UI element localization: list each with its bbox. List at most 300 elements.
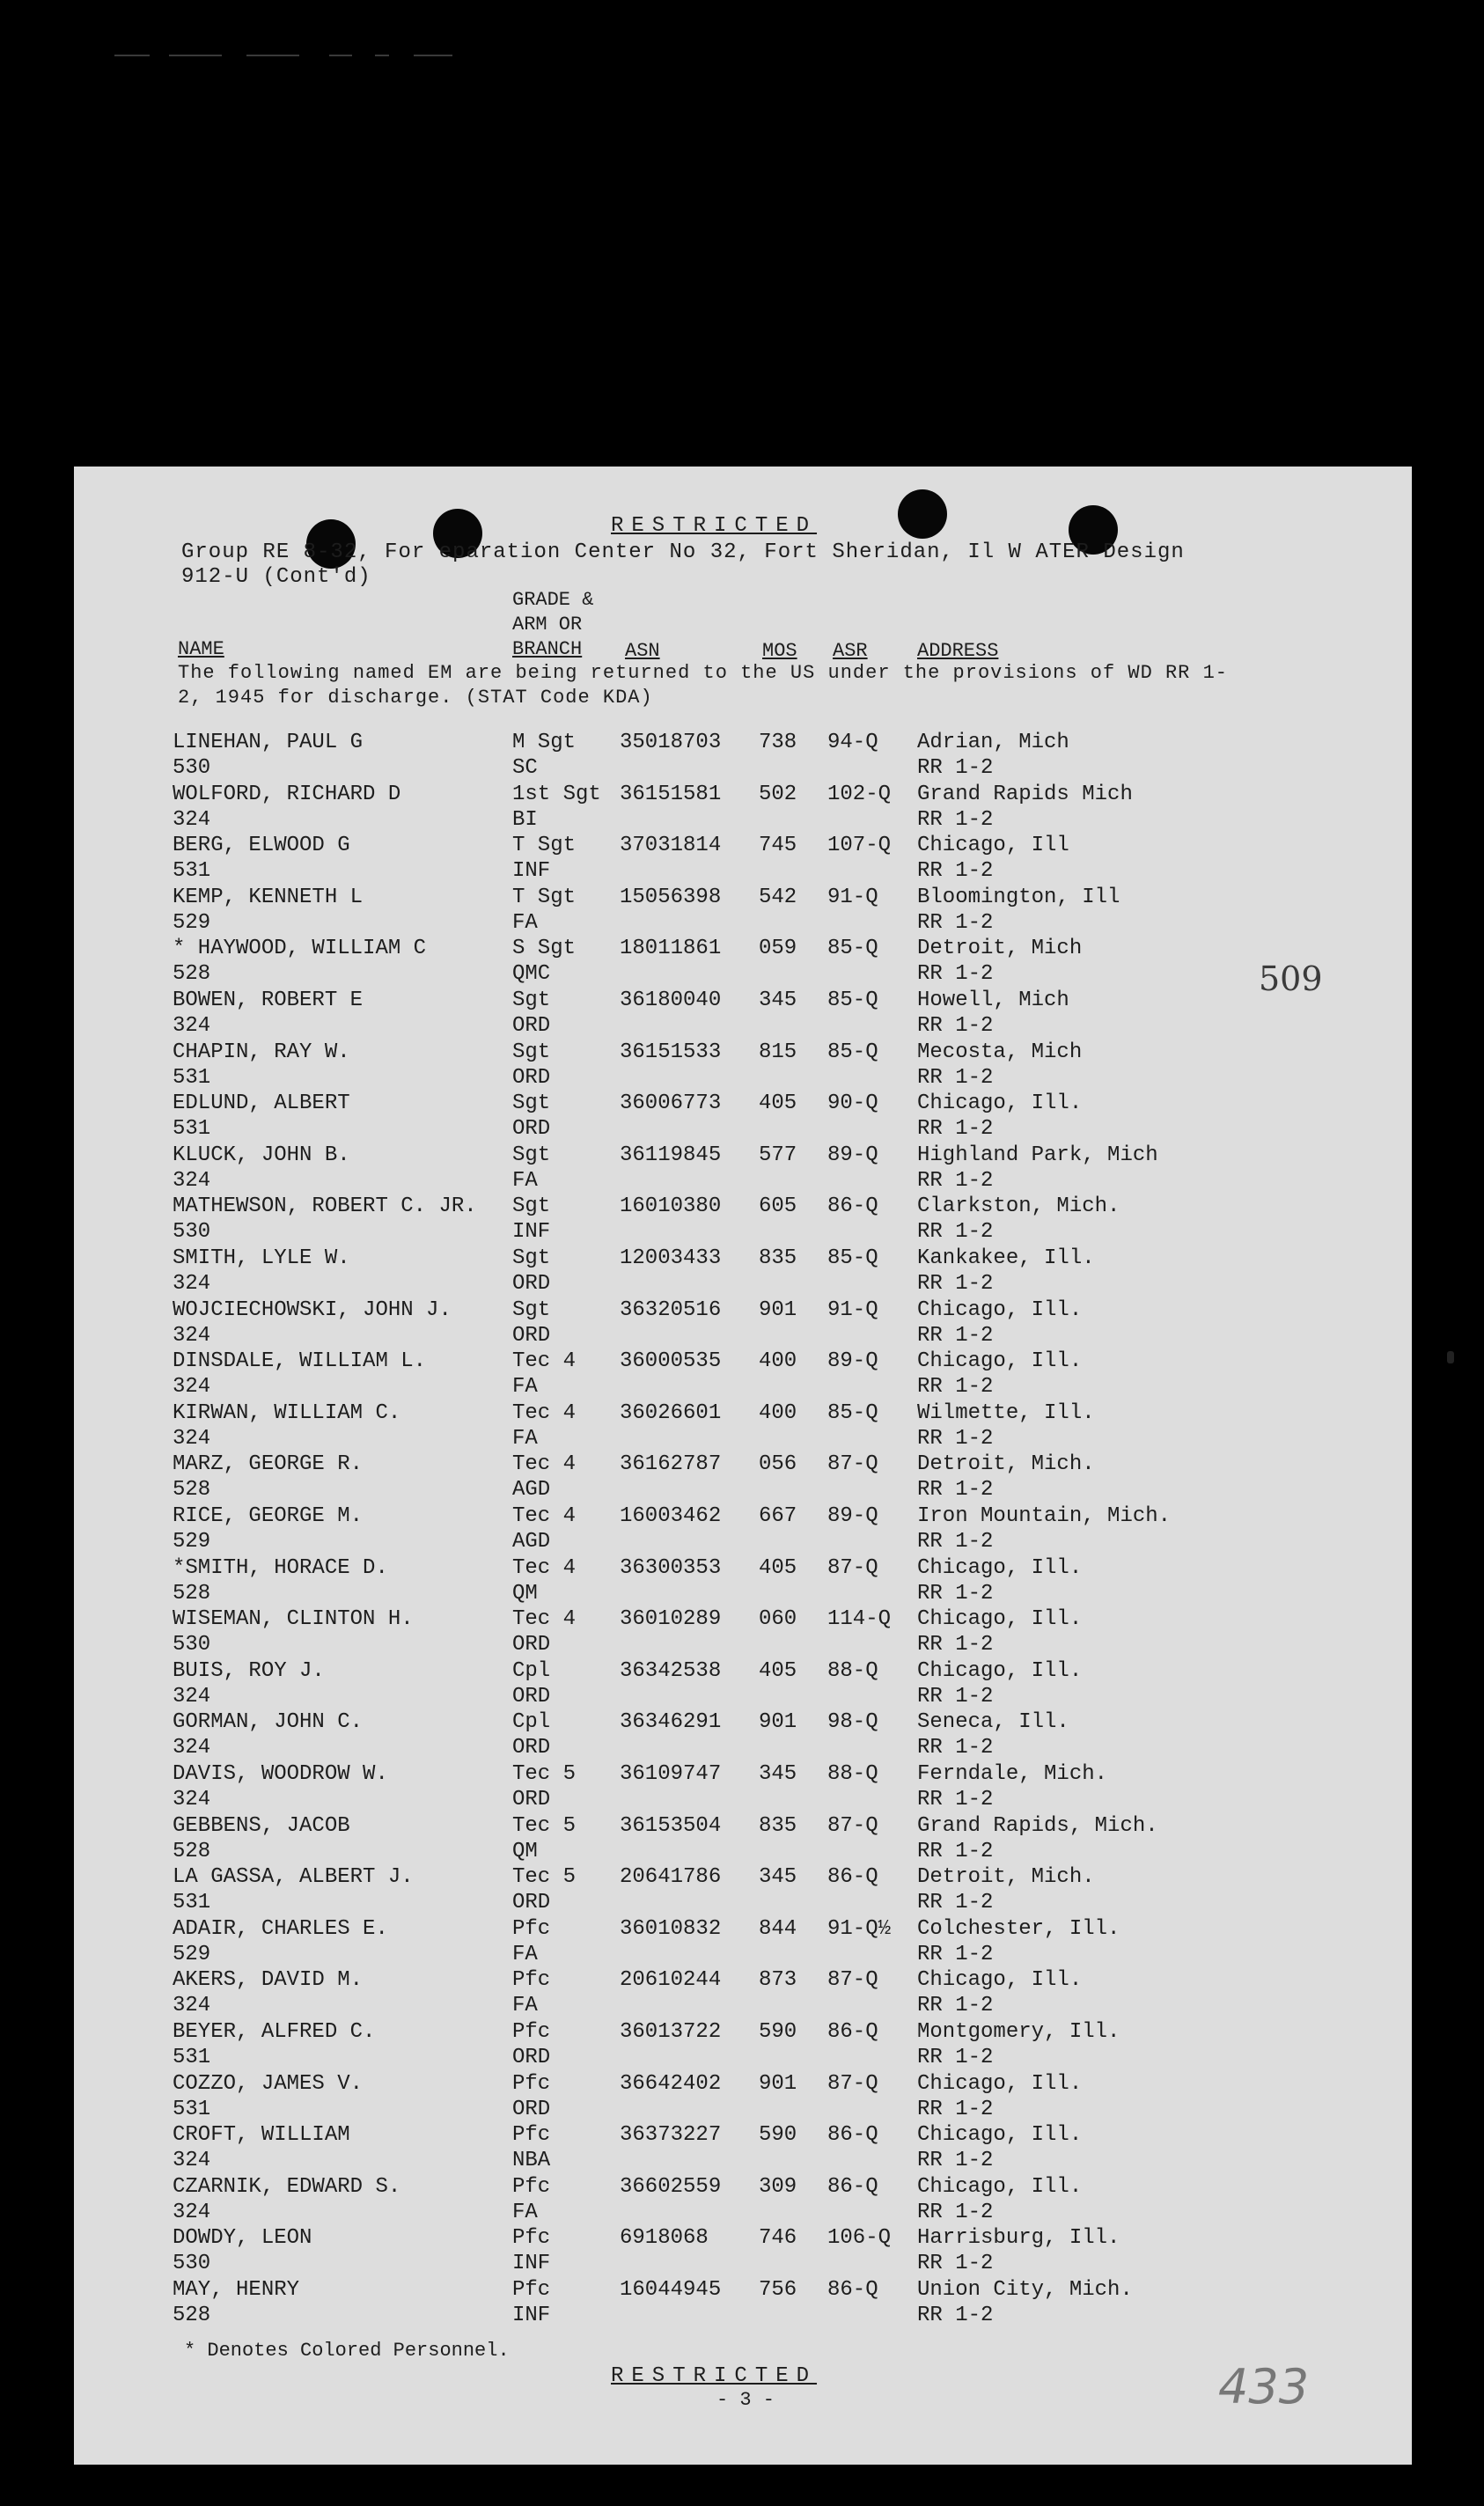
row-unit: 324 (173, 1684, 211, 1709)
row-unit: 324 (173, 1168, 211, 1193)
row-rr: RR 1-2 (917, 2046, 994, 2069)
row-unit: 530 (173, 1633, 211, 1657)
row-asr: 85-Q (827, 1400, 878, 1425)
row-rr: RR 1-2 (917, 756, 994, 780)
row-address: Harrisburg, Ill. (917, 2226, 1120, 2251)
row-asn: 12003433 (620, 1246, 722, 1270)
row-asr: 86-Q (827, 2174, 878, 2199)
row-name: GEBBENS, JACOB (173, 1813, 350, 1838)
row-rr: RR 1-2 (917, 1323, 994, 1348)
row-address: Mecosta, Mich (917, 1040, 1083, 1064)
margin-mark (1447, 1351, 1454, 1363)
row-address: Ferndale, Mich. (917, 1762, 1108, 1786)
row-branch: FA (512, 1994, 538, 2018)
row-rr: RR 1-2 (917, 1117, 994, 1142)
row-branch: ORD (512, 1014, 551, 1038)
row-name: AKERS, DAVID M. (173, 1968, 364, 1993)
stamped-number: 509 (1259, 959, 1323, 998)
row-rr: RR 1-2 (917, 962, 994, 987)
row-unit: 530 (173, 1220, 211, 1245)
table-row (74, 2123, 1412, 2174)
row-asn: 36642402 (620, 2071, 722, 2096)
row-rr: RR 1-2 (917, 1633, 994, 1657)
row-mos: 502 (759, 782, 797, 806)
row-unit: 324 (173, 1375, 211, 1400)
row-branch: ORD (512, 1117, 551, 1142)
row-grade: Cpl (512, 1710, 551, 1735)
row-mos: 605 (759, 1194, 797, 1219)
handwritten-number: 433 (1218, 2359, 1310, 2414)
table-row (74, 783, 1412, 834)
row-mos: 060 (759, 1607, 797, 1632)
row-branch: FA (512, 910, 538, 935)
row-unit: 324 (173, 1736, 211, 1760)
row-branch: INF (512, 2304, 551, 2327)
row-name: CZARNIK, EDWARD S. (173, 2174, 401, 2199)
row-grade: Pfc (512, 2071, 551, 2096)
row-address: Chicago, Ill. (917, 2071, 1083, 2096)
table-row (74, 731, 1412, 782)
row-address: Detroit, Mich (917, 937, 1083, 961)
row-mos: 590 (759, 2123, 797, 2148)
row-grade: Pfc (512, 2278, 551, 2302)
row-rr: RR 1-2 (917, 807, 994, 832)
row-name: WOJCIECHOWSKI, JOHN J. (173, 1297, 452, 1322)
row-asn: 36320516 (620, 1297, 722, 1322)
row-unit: 531 (173, 2046, 211, 2069)
table-row (74, 1452, 1412, 1503)
document-page (74, 467, 1412, 2465)
row-unit: 324 (173, 1272, 211, 1296)
row-grade: Tec 5 (512, 1865, 577, 1890)
footer-page-number: - 3 - (716, 2389, 775, 2411)
row-address: Chicago, Ill. (917, 2123, 1083, 2148)
top-edge-marks (114, 55, 555, 60)
row-mos: 844 (759, 1916, 797, 1941)
row-asr: 86-Q (827, 1865, 878, 1890)
intro-line-2: 2, 1945 for discharge. (STAT Code KDA) (178, 687, 653, 709)
row-grade: Sgt (512, 1246, 551, 1270)
row-asr: 87-Q (827, 1968, 878, 1993)
row-asr: 88-Q (827, 1658, 878, 1683)
row-grade: T Sgt (512, 885, 577, 909)
row-grade: T Sgt (512, 834, 577, 858)
row-mos: 815 (759, 1040, 797, 1064)
row-asn: 15056398 (620, 885, 722, 909)
row-unit: 528 (173, 1581, 211, 1606)
row-branch: FA (512, 1168, 538, 1193)
row-rr: RR 1-2 (917, 1272, 994, 1296)
row-asr: 102-Q (827, 782, 892, 806)
row-asn: 36342538 (620, 1658, 722, 1683)
row-asn: 36151533 (620, 1040, 722, 1064)
row-name: KLUCK, JOHN B. (173, 1143, 350, 1167)
row-asr: 85-Q (827, 988, 878, 1012)
row-address: Grand Rapids, Mich. (917, 1813, 1158, 1838)
row-asr: 86-Q (827, 2123, 878, 2148)
column-header-branch: BRANCH (512, 638, 583, 660)
table-row (74, 834, 1412, 885)
row-rr: RR 1-2 (917, 1426, 994, 1451)
row-unit: 529 (173, 910, 211, 935)
table-row (74, 1091, 1412, 1143)
row-grade: Tec 4 (512, 1349, 577, 1374)
row-name: CROFT, WILLIAM (173, 2123, 350, 2148)
row-branch: ORD (512, 1684, 551, 1709)
row-mos: 405 (759, 1555, 797, 1580)
row-branch: ORD (512, 1891, 551, 1915)
row-mos: 901 (759, 1297, 797, 1322)
row-asn: 35018703 (620, 731, 722, 754)
row-mos: 309 (759, 2174, 797, 2199)
table-row (74, 1762, 1412, 1813)
table-row (74, 1349, 1412, 1400)
row-address: Seneca, Ill. (917, 1710, 1069, 1735)
table-row (74, 1298, 1412, 1349)
row-name: WISEMAN, CLINTON H. (173, 1607, 414, 1632)
row-branch: FA (512, 1426, 538, 1451)
row-rr: RR 1-2 (917, 2149, 994, 2173)
row-grade: Sgt (512, 1091, 551, 1116)
row-branch: ORD (512, 1788, 551, 1812)
row-mos: 738 (759, 731, 797, 754)
row-asr: 107-Q (827, 834, 892, 858)
table-row (74, 886, 1412, 937)
table-row (74, 1814, 1412, 1865)
row-mos: 405 (759, 1658, 797, 1683)
row-branch: ORD (512, 1323, 551, 1348)
row-rr: RR 1-2 (917, 1736, 994, 1760)
row-grade: Tec 4 (512, 1504, 577, 1528)
row-mos: 405 (759, 1091, 797, 1116)
row-asn: 20610244 (620, 1968, 722, 1993)
row-name: COZZO, JAMES V. (173, 2071, 364, 2096)
table-row (74, 2072, 1412, 2123)
table-row (74, 1194, 1412, 1246)
row-rr: RR 1-2 (917, 2304, 994, 2327)
row-name: ADAIR, CHARLES E. (173, 1916, 388, 1941)
row-address: Chicago, Ill. (917, 1091, 1083, 1116)
row-branch: SC (512, 756, 538, 780)
footnote: * Denotes Colored Personnel. (184, 2340, 510, 2362)
row-address: Chicago, Ill. (917, 1968, 1083, 1993)
row-mos: 056 (759, 1452, 797, 1477)
row-branch: ORD (512, 1633, 551, 1657)
row-name: RICE, GEORGE M. (173, 1504, 364, 1528)
row-grade: Tec 4 (512, 1452, 577, 1477)
row-rr: RR 1-2 (917, 1168, 994, 1193)
row-mos: 835 (759, 1246, 797, 1270)
row-branch: FA (512, 2200, 538, 2224)
row-name: DOWDY, LEON (173, 2226, 312, 2251)
row-asn: 16044945 (620, 2278, 722, 2302)
row-rr: RR 1-2 (917, 1891, 994, 1915)
row-mos: 835 (759, 1813, 797, 1838)
row-rr: RR 1-2 (917, 1478, 994, 1503)
row-unit: 529 (173, 1530, 211, 1554)
table-row (74, 2020, 1412, 2071)
row-rr: RR 1-2 (917, 2252, 994, 2276)
row-unit: 324 (173, 1014, 211, 1038)
row-asr: 87-Q (827, 1452, 878, 1477)
row-address: Colchester, Ill. (917, 1916, 1120, 1941)
row-asn: 36026601 (620, 1400, 722, 1425)
row-name: BUIS, ROY J. (173, 1658, 325, 1683)
row-branch: ORD (512, 1065, 551, 1090)
row-asr: 87-Q (827, 1555, 878, 1580)
row-unit: 324 (173, 1994, 211, 2018)
row-unit: 531 (173, 1065, 211, 1090)
row-asn: 36000535 (620, 1349, 722, 1374)
row-asn: 18011861 (620, 937, 722, 961)
row-rr: RR 1-2 (917, 1839, 994, 1863)
row-address: Kankakee, Ill. (917, 1246, 1095, 1270)
table-row (74, 1246, 1412, 1297)
row-asn: 36373227 (620, 2123, 722, 2148)
header-restricted: RESTRICTED (611, 514, 818, 538)
row-address: Adrian, Mich (917, 731, 1069, 754)
row-unit: 324 (173, 1426, 211, 1451)
row-grade: Pfc (512, 2123, 551, 2148)
row-grade: Sgt (512, 1040, 551, 1064)
row-asr: 90-Q (827, 1091, 878, 1116)
row-rr: RR 1-2 (917, 1014, 994, 1038)
row-asn: 36153504 (620, 1813, 722, 1838)
row-address: Highland Park, Mich (917, 1143, 1158, 1167)
row-grade: Cpl (512, 1658, 551, 1683)
row-branch: AGD (512, 1478, 551, 1503)
row-asr: 87-Q (827, 2071, 878, 2096)
row-branch: FA (512, 1375, 538, 1400)
column-header-name: NAME (178, 638, 224, 660)
row-asr: 85-Q (827, 1040, 878, 1064)
row-name: DINSDALE, WILLIAM L. (173, 1349, 427, 1374)
column-header-asr: ASR (833, 640, 868, 662)
table-row (74, 1659, 1412, 1710)
row-branch: ORD (512, 1272, 551, 1296)
table-row (74, 1504, 1412, 1555)
row-rr: RR 1-2 (917, 1684, 994, 1709)
row-unit: 530 (173, 756, 211, 780)
row-mos: 756 (759, 2278, 797, 2302)
row-name: WOLFORD, RICHARD D (173, 782, 401, 806)
row-asr: 91-Q (827, 885, 878, 909)
row-rr: RR 1-2 (917, 859, 994, 884)
row-asn: 37031814 (620, 834, 722, 858)
row-branch: ORD (512, 2046, 551, 2069)
row-unit: 324 (173, 1323, 211, 1348)
row-asr: 89-Q (827, 1143, 878, 1167)
row-asr: 85-Q (827, 937, 878, 961)
row-name: LA GASSA, ALBERT J. (173, 1865, 414, 1890)
table-row (74, 2226, 1412, 2277)
row-rr: RR 1-2 (917, 1065, 994, 1090)
table-row (74, 1865, 1412, 1916)
row-address: Chicago, Ill. (917, 1607, 1083, 1632)
row-grade: Pfc (512, 2020, 551, 2044)
row-name: *SMITH, HORACE D. (173, 1555, 388, 1580)
column-header-grade-line-2: ARM OR (512, 614, 583, 636)
row-unit: 531 (173, 2097, 211, 2121)
row-asr: 86-Q (827, 1194, 878, 1219)
row-branch: INF (512, 1220, 551, 1245)
row-asn: 36602559 (620, 2174, 722, 2199)
row-asn: 36109747 (620, 1762, 722, 1786)
row-mos: 590 (759, 2020, 797, 2044)
row-asn: 20641786 (620, 1865, 722, 1890)
row-address: Detroit, Mich. (917, 1865, 1095, 1890)
row-grade: Tec 4 (512, 1607, 577, 1632)
row-mos: 745 (759, 834, 797, 858)
row-address: Chicago, Ill (917, 834, 1069, 858)
row-address: Chicago, Ill. (917, 1297, 1083, 1322)
row-asr: 98-Q (827, 1710, 878, 1735)
row-name: * HAYWOOD, WILLIAM C (173, 937, 427, 961)
row-branch: BI (512, 807, 538, 832)
row-rr: RR 1-2 (917, 2200, 994, 2224)
row-name: CHAPIN, RAY W. (173, 1040, 350, 1064)
row-grade: Sgt (512, 1143, 551, 1167)
row-branch: INF (512, 2252, 551, 2276)
row-grade: 1st Sgt (512, 782, 601, 806)
row-name: MARZ, GEORGE R. (173, 1452, 364, 1477)
table-row (74, 937, 1412, 988)
row-rr: RR 1-2 (917, 1788, 994, 1812)
row-rr: RR 1-2 (917, 1220, 994, 1245)
row-rr: RR 1-2 (917, 2097, 994, 2121)
row-branch: QMC (512, 962, 551, 987)
row-address: Chicago, Ill. (917, 1658, 1083, 1683)
row-asn: 36180040 (620, 988, 722, 1012)
row-grade: S Sgt (512, 937, 577, 961)
row-mos: 542 (759, 885, 797, 909)
row-mos: 059 (759, 937, 797, 961)
row-asr: 89-Q (827, 1349, 878, 1374)
row-unit: 324 (173, 1788, 211, 1812)
row-address: Howell, Mich (917, 988, 1069, 1012)
row-address: Bloomington, Ill (917, 885, 1120, 909)
row-mos: 873 (759, 1968, 797, 1993)
row-name: BOWEN, ROBERT E (173, 988, 364, 1012)
row-asr: 91-Q (827, 1297, 878, 1322)
row-name: KIRWAN, WILLIAM C. (173, 1400, 401, 1425)
column-header-asn: ASN (625, 640, 660, 662)
row-mos: 345 (759, 1762, 797, 1786)
row-address: Chicago, Ill. (917, 2174, 1083, 2199)
row-address: Iron Mountain, Mich. (917, 1504, 1172, 1528)
row-asr: 87-Q (827, 1813, 878, 1838)
row-unit: 324 (173, 807, 211, 832)
row-name: LINEHAN, PAUL G (173, 731, 364, 754)
row-asn: 6918068 (620, 2226, 709, 2251)
row-asn: 16010380 (620, 1194, 722, 1219)
row-grade: Pfc (512, 1916, 551, 1941)
row-asn: 36010289 (620, 1607, 722, 1632)
table-row (74, 1401, 1412, 1452)
row-address: Grand Rapids Mich (917, 782, 1133, 806)
row-asr: 89-Q (827, 1504, 878, 1528)
row-mos: 577 (759, 1143, 797, 1167)
row-mos: 400 (759, 1349, 797, 1374)
row-name: DAVIS, WOODROW W. (173, 1762, 388, 1786)
table-row (74, 1917, 1412, 1968)
row-name: BEYER, ALFRED C. (173, 2020, 376, 2044)
row-address: Union City, Mich. (917, 2278, 1133, 2302)
row-asn: 36013722 (620, 2020, 722, 2044)
row-unit: 528 (173, 2304, 211, 2327)
row-mos: 901 (759, 1710, 797, 1735)
row-branch: ORD (512, 1736, 551, 1760)
row-address: Chicago, Ill. (917, 1555, 1083, 1580)
row-asr: 86-Q (827, 2020, 878, 2044)
row-unit: 528 (173, 962, 211, 987)
row-name: GORMAN, JOHN C. (173, 1710, 364, 1735)
row-asn: 36151581 (620, 782, 722, 806)
row-name: SMITH, LYLE W. (173, 1246, 350, 1270)
table-row (74, 1607, 1412, 1658)
row-branch: QM (512, 1839, 538, 1863)
row-unit: 530 (173, 2252, 211, 2276)
row-asr: 94-Q (827, 731, 878, 754)
row-grade: Pfc (512, 1968, 551, 1993)
row-mos: 345 (759, 988, 797, 1012)
row-asr: 85-Q (827, 1246, 878, 1270)
row-address: Wilmette, Ill. (917, 1400, 1095, 1425)
row-address: Montgomery, Ill. (917, 2020, 1120, 2044)
row-grade: Tec 5 (512, 1762, 577, 1786)
column-header-grade-line-1: GRADE & (512, 589, 594, 611)
table-row (74, 1968, 1412, 2019)
row-unit: 324 (173, 2200, 211, 2224)
row-mos: 345 (759, 1865, 797, 1890)
column-header-mos: MOS (762, 640, 797, 662)
row-grade: Tec 4 (512, 1555, 577, 1580)
row-rr: RR 1-2 (917, 1581, 994, 1606)
row-name: EDLUND, ALBERT (173, 1091, 350, 1116)
table-row (74, 1710, 1412, 1761)
row-name: BERG, ELWOOD G (173, 834, 350, 858)
row-rr: RR 1-2 (917, 1375, 994, 1400)
row-asr: 114-Q (827, 1607, 892, 1632)
row-branch: ORD (512, 2097, 551, 2121)
row-asr: 88-Q (827, 1762, 878, 1786)
row-unit: 324 (173, 2149, 211, 2173)
table-row (74, 2175, 1412, 2226)
row-grade: M Sgt (512, 731, 577, 754)
row-asn: 16003462 (620, 1504, 722, 1528)
row-rr: RR 1-2 (917, 910, 994, 935)
row-branch: QM (512, 1581, 538, 1606)
row-asn: 36119845 (620, 1143, 722, 1167)
row-asr: 86-Q (827, 2278, 878, 2302)
punch-hole-3 (898, 489, 947, 539)
row-asn: 36346291 (620, 1710, 722, 1735)
row-grade: Tec 5 (512, 1813, 577, 1838)
row-unit: 531 (173, 1891, 211, 1915)
row-asn: 36010832 (620, 1916, 722, 1941)
row-branch: FA (512, 1942, 538, 1966)
row-mos: 667 (759, 1504, 797, 1528)
row-asr: 106-Q (827, 2226, 892, 2251)
row-grade: Sgt (512, 1297, 551, 1322)
row-unit: 529 (173, 1942, 211, 1966)
row-asn: 36006773 (620, 1091, 722, 1116)
row-asn: 36162787 (620, 1452, 722, 1477)
row-grade: Sgt (512, 1194, 551, 1219)
row-rr: RR 1-2 (917, 1994, 994, 2018)
column-header-address: ADDRESS (917, 640, 999, 662)
row-address: Detroit, Mich. (917, 1452, 1095, 1477)
